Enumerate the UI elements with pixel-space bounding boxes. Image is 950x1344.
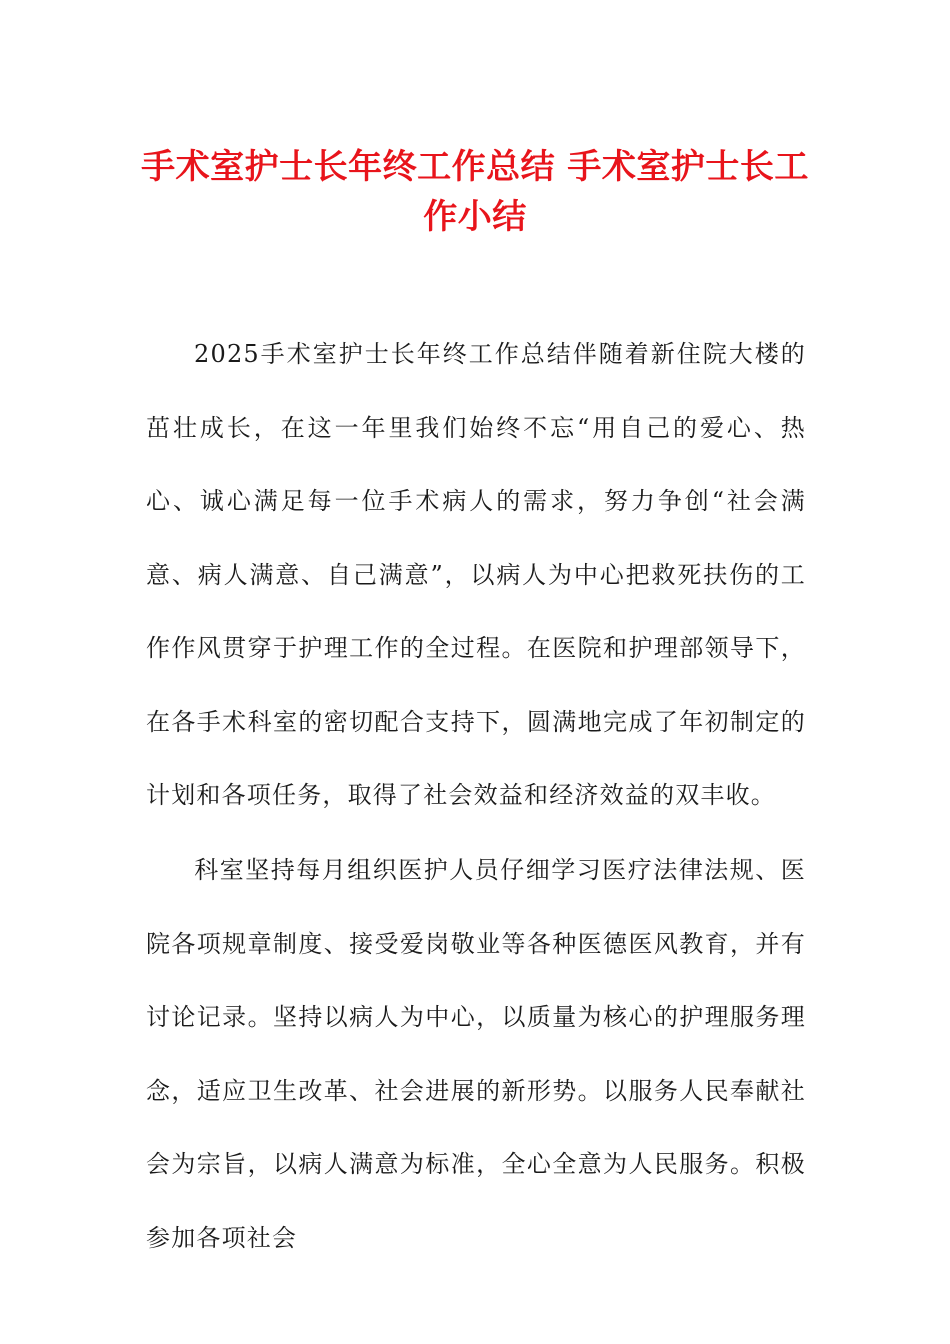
document-title: 手术室护士长年终工作总结 手术室护士长工作小结 <box>141 147 809 237</box>
paragraph-1-text: 2025手术室护士长年终工作总结伴随着新住院大楼的茁壮成长，在这一年里我们始终不忘“用自己的爱心、热心、诚心满足每一位手术病人的需求，努力争创“社会满意、病人满意、自己满意”，以病人为中心把救死扶伤的工作作风贯穿于护理工作的全过程。在医院和护理部领导下，在各手术科室的密切配合支持下，圆满地完成了年初制定的计划和各项任务，取得了社会效益和经济效益的双丰收。 <box>146 340 806 809</box>
paragraph-1 <box>146 318 806 833</box>
paragraph-2-text: 科室坚持每月组织医护人员仔细学习医疗法律法规、医院各项规章制度、接受爱岗敬业等各种医德医风教育，并有讨论记录。坚持以病人为中心，以质量为核心的护理服务理念，适应卫生改革、社会进展的新形势。以服务人民奉献社会为宗旨，以病人满意为标准，全心全意为人民服务。积极参加各项社会 <box>146 856 806 1252</box>
paragraph-2 <box>146 834 806 1275</box>
